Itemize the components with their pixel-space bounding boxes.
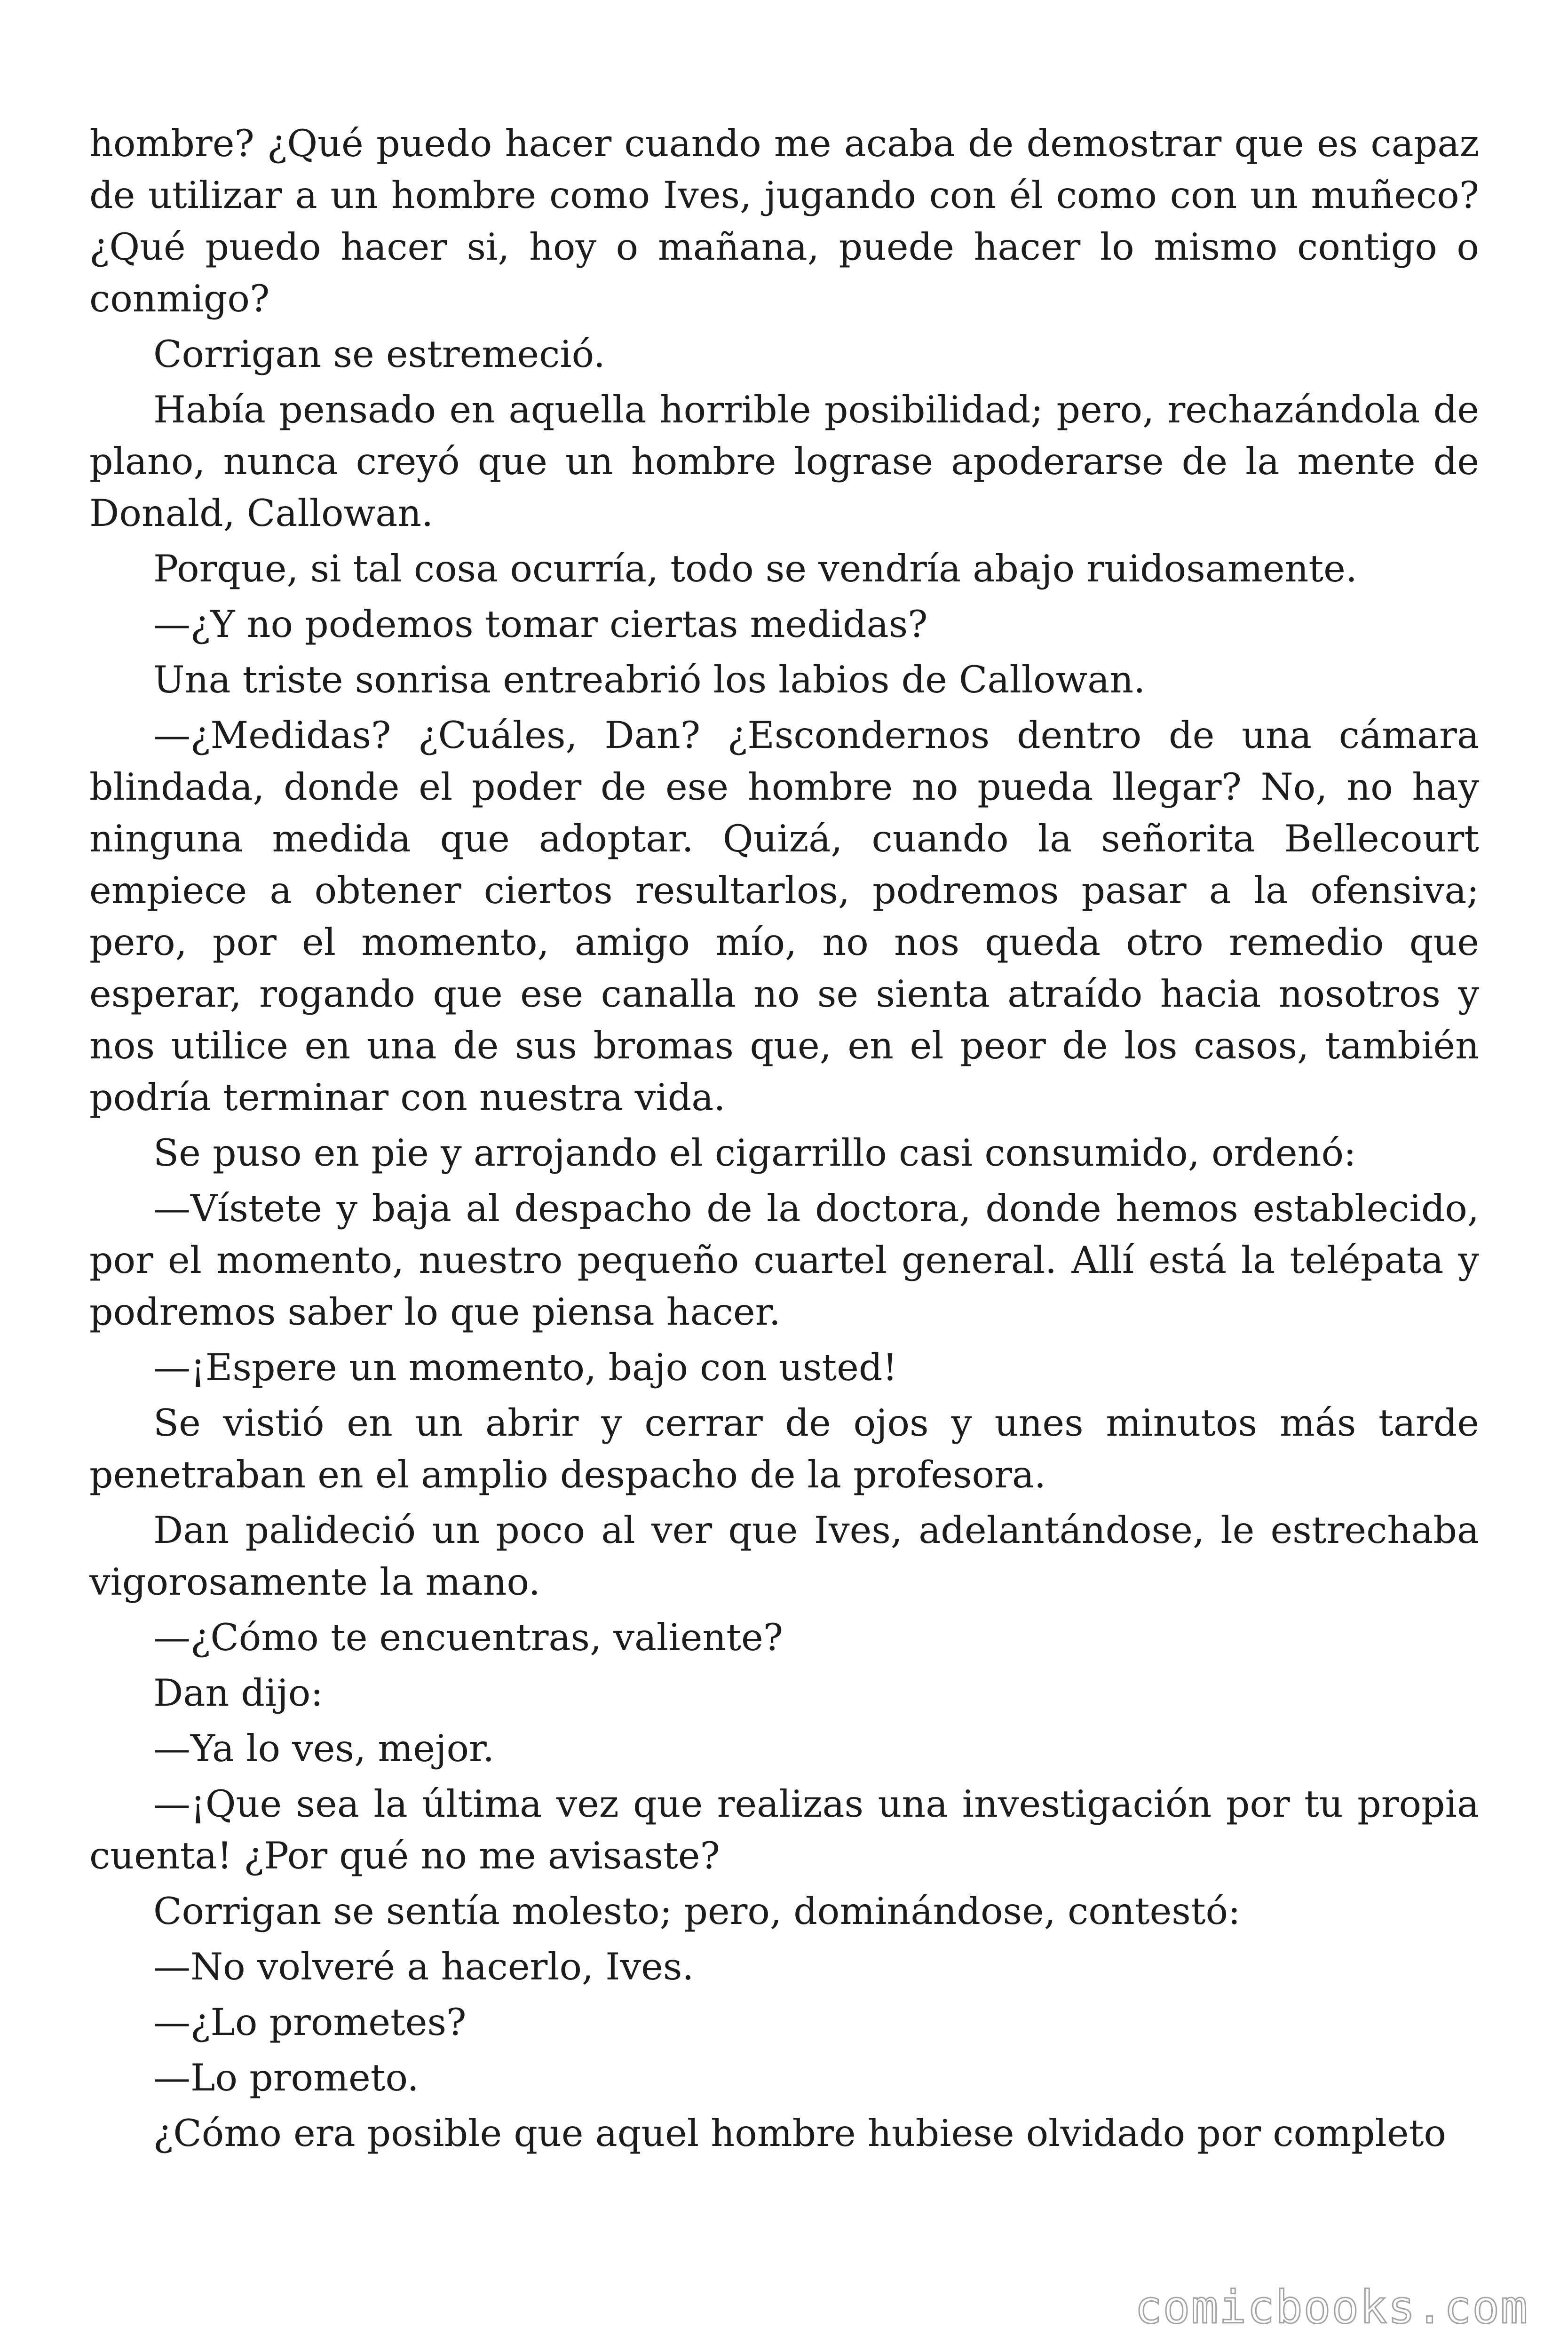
paragraph: hombre? ¿Qué puedo hacer cuando me acaba de demostrar que es capaz de utilizar a un hombre como Ives, jugando con él como con un muñeco? ¿Qué puedo hacer si, hoy o mañana, puede hacer lo mismo contigo o conmigo? <box>89 122 1479 320</box>
paragraph: —¡Espere un momento, bajo con usted! <box>153 1346 898 1389</box>
paragraph: Se puso en pie y arrojando el cigarrillo casi consumido, ordenó: <box>153 1131 1356 1175</box>
page-text <box>89 118 1479 2163</box>
paragraph: —¿Cómo te encuentras, valiente? <box>153 1616 784 1659</box>
paragraph: —¿Y no podemos tomar ciertas medidas? <box>153 603 928 646</box>
paragraph: Corrigan se sentía molesto; pero, dominándose, contestó: <box>153 1890 1241 1933</box>
paragraph: ¿Cómo era posible que aquel hombre hubiese olvidado por completo <box>153 2112 1446 2155</box>
paragraph: —No volveré a hacerlo, Ives. <box>153 1945 694 1988</box>
paragraph: —¡Que sea la última vez que realizas una investigación por tu propia cuenta! ¿Por qué no me avisaste? <box>89 1782 1479 1877</box>
paragraph: Corrigan se estremeció. <box>153 333 605 376</box>
paragraph: Había pensado en aquella horrible posibilidad; pero, rechazándola de plano, nunca creyó que un hombre lograse apoderarse de la mente de Donald, Callowan. <box>89 388 1479 535</box>
paragraph: Se vistió en un abrir y cerrar de ojos y unes minutos más tarde penetraban en el amplio despacho de la profesora. <box>89 1401 1479 1496</box>
paragraph: —Lo prometo. <box>153 2056 419 2099</box>
paragraph: —¿Lo prometes? <box>153 2001 467 2044</box>
paragraph: Dan palideció un poco al ver que Ives, adelantándose, le estrechaba vigorosamente la mano. <box>89 1509 1479 1604</box>
paragraph: Una triste sonrisa entreabrió los labios de Callowan. <box>153 658 1146 701</box>
paragraph: Dan dijo: <box>153 1671 323 1715</box>
paragraph: —Ya lo ves, mejor. <box>153 1727 495 1770</box>
paragraph: —¿Medidas? ¿Cuáles, Dan? ¿Escondernos dentro de una cámara blindada, donde el poder de ese hombre no pueda llegar? No, no hay ninguna medida que adoptar. Quizá, cuando la señorita Bellecourt empiece a obtener ciertos resultarlos, podremos pasar a la ofensiva; pero, por el momento, amigo mío, no nos queda otro remedio que esperar, rogando que ese canalla no se sienta atraído hacia nosotros y nos utilice en una de sus bromas que, en el peor de los casos, también podría terminar con nuestra vida. <box>89 714 1479 1119</box>
paragraph: —Vístete y baja al despacho de la doctora, donde hemos establecido, por el momento, nuestro pequeño cuartel general. Allí está la telépata y podremos saber lo que piensa hacer. <box>89 1187 1479 1334</box>
paragraph: Porque, si tal cosa ocurría, todo se vendría abajo ruidosamente. <box>153 547 1358 590</box>
watermark: comicbooks.com <box>1134 2281 1528 2334</box>
